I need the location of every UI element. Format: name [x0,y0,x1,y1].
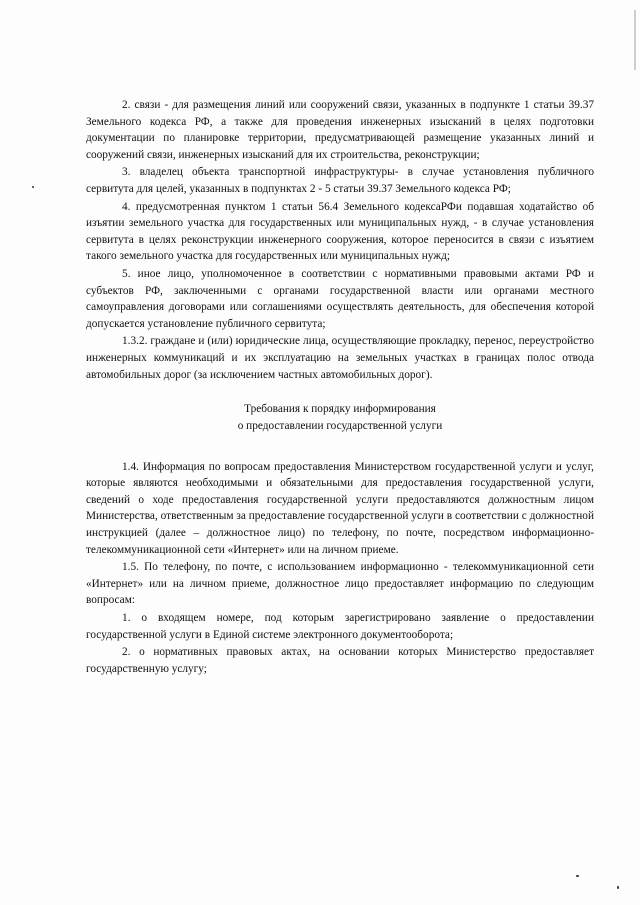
paragraph-article-56-4: 4. предусмотренная пунктом 1 статьи 56.4 Земельного кодексаРФи подавшая ходатайство об изъятии земельного участка для государственных или муниципальных нужд, - в случае установления сервитута в целях реконструкции инженерного сооружения, которое переносится в связи с изъятием такого земельного участка для государственных или муниципальных нужд; [86,200,594,263]
paragraph-incoming-number: 1. о входящем номере, под которым зарегистрировано заявление о предоставлении государственной услуги в Единой системе электронного документооборота; [86,612,594,641]
section-heading-line-2: о предоставлении государственной услуги [237,419,443,432]
paragraph-transport-owner: 3. владелец объекта транспортной инфраструктуры- в случае установления публичного сервитута для целей, указанных в подпунктах 2 - 5 статьи 39.37 Земельного кодекса РФ; [86,166,594,195]
scan-speck [576,875,579,877]
scan-speck [617,886,619,889]
paragraph-1-5: 1.5. По телефону, по почте, с использованием информационно - телекоммуникационной сети «Интернет» или на личном приеме, должностное лицо предоставляет информацию по следующим вопросам: [86,561,594,607]
document-body [86,97,594,677]
paragraph-communications: 2. связи - для размещения линий или сооружений связи, указанных в подпункте 1 статьи 39.37 Земельного кодекса РФ, а также для проведения инженерных изысканий в целях подготовки документации по планировке территории, предусматривающей размещение указанных линий и сооружений связи, инженерных изысканий для их строительства, реконструкции; [86,99,594,161]
paragraph-1-4: 1.4. Информация по вопросам предоставления Министерством государственной услуги и услуг, которые являются необходимыми и обязательными для предоставления государственной услуги, сведений о ходе предоставления государственной услуги предоставляются должностным лицом Министерства, ответственным за предоставление государственной услуги в соответствии с должностной инструкцией (далее – должностное лицо) по телефону, по почте, посредством информационно-телекоммуникационной сети «Интернет» или на личном приеме. [86,460,594,556]
scan-edge-mark [634,10,636,70]
paragraph-normative-acts: 2. о нормативных правовых актах, на основании которых Министерство предоставляет государственную услугу; [86,646,594,675]
section-heading [86,401,594,435]
section-heading-line-1: Требования к порядку информирования [244,403,436,416]
paragraph-other-person: 5. иное лицо, уполномоченное в соответствии с нормативными правовыми актами РФ и субъектов РФ, заключенными с органами государственной власти или органами местного самоуправления договорами или соглашениями осуществлять деятельность, для обеспечения которой допускается установление публичного сервитута; [86,267,594,330]
scan-speck [32,186,34,188]
paragraph-1-3-2: 1.3.2. граждане и (или) юридические лица, осуществляющие прокладку, перенос, переустройство инженерных коммуникаций и их эксплуатацию на земельных участках в границах полос отвода автомобильных дорог (за исключением частных автомобильных дорог). [86,335,594,381]
